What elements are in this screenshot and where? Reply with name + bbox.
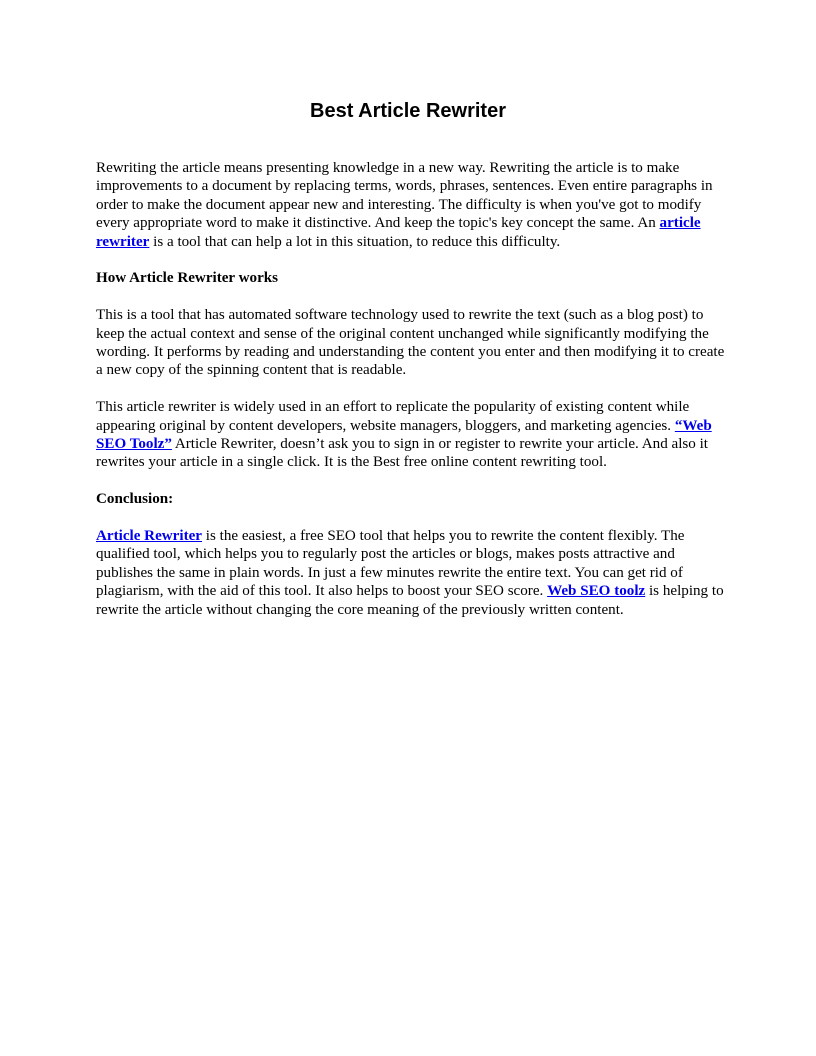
conclusion-heading: Conclusion: (96, 491, 174, 508)
conclusion-paragraph (96, 527, 726, 619)
usage-paragraph (96, 398, 726, 472)
intro-text: Rewriting the article means presenting knowledge in a new way. Rewriting the article is to make improvements to a document by replacing terms, words, phrases, sentences. Even entire paragraphs in order to make the document appear new and interesting. The difficulty is when you've got to modify every appropriate word to make it distinctive. And keep the topic's key concept the same. An (96, 160, 713, 232)
how-it-works-paragraph: This is a tool that has automated software technology used to rewrite the text (such as a blog post) to keep the actual context and sense of the original content unchanged while significantly modifying the wording. It performs by reading and understanding the content you enter and then modifying it to create a new copy of the spinning content that is readable. (96, 307, 725, 379)
section-heading: How Article Rewriter works (96, 270, 279, 287)
conclusion-text-end: is helping to rewrite the article without changing the core meaning of the previously written content. (96, 583, 724, 618)
article-rewriter-conclusion-link[interactable]: Article Rewriter (96, 528, 203, 545)
usage-text: This article rewriter is widely used in an effort to replicate the popularity of existing content while appearing original by content developers, website managers, bloggers, and marketing agencies. (96, 399, 690, 434)
article-rewriter-link[interactable]: article rewriter (96, 215, 701, 250)
web-seo-toolz-conclusion-link[interactable]: Web SEO toolz (547, 583, 646, 600)
intro-text-end: is a tool that can help a lot in this situation, to reduce this difficulty. (149, 233, 561, 250)
intro-paragraph (96, 159, 726, 251)
conclusion-text: is the easiest, a free SEO tool that helps you to rewrite the content flexibly. The qualified tool, which helps you to regularly post the articles or blogs, makes posts attractive and publishes the same in plain words. In just a few minutes rewrite the entire text. You can get rid of plagiarism, with the aid of this tool. It also helps to boost your SEO score. (96, 528, 685, 600)
document-body (96, 159, 726, 637)
usage-text-end: Article Rewriter, doesn’t ask you to sign in or register to rewrite your article. And also it rewrites your article in a single click. It is the Best free online content rewriting tool. (96, 436, 708, 471)
web-seo-toolz-link[interactable]: “Web SEO Toolz” (96, 417, 712, 453)
document-title: Best Article Rewriter (310, 100, 506, 122)
